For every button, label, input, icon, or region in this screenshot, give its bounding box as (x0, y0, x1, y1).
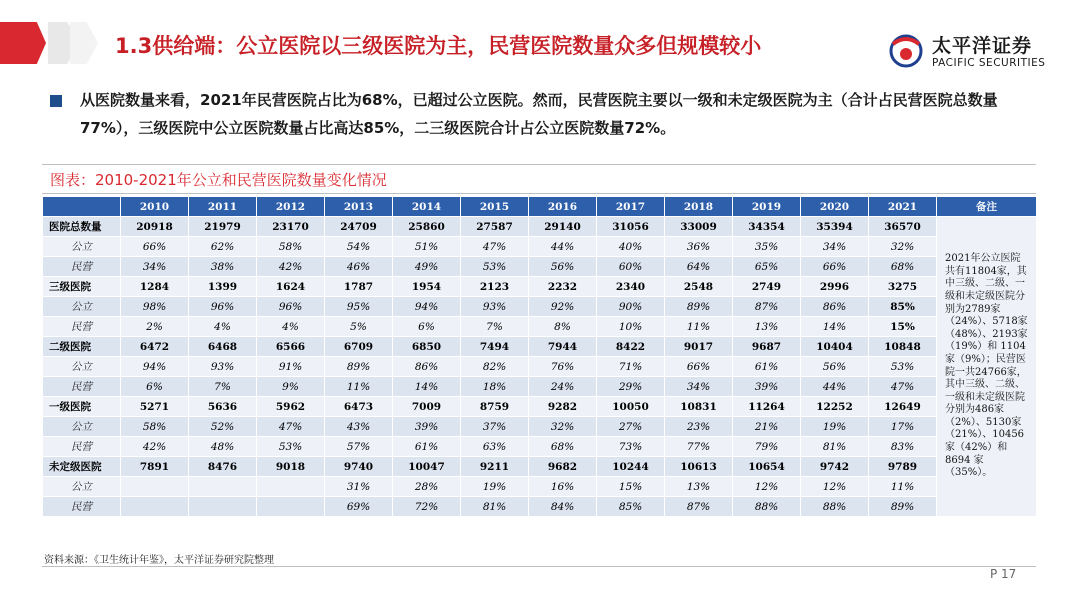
row-label-cell: 一级医院 (43, 397, 121, 417)
table-cell: 31056 (597, 217, 665, 237)
table-cell: 81% (461, 497, 529, 517)
table-cell: 34% (665, 377, 733, 397)
table-cell: 36% (665, 237, 733, 257)
table-cell: 19% (461, 477, 529, 497)
table-cell: 10050 (597, 397, 665, 417)
table-cell: 93% (461, 297, 529, 317)
source-note: 资料来源：《卫生统计年鉴》，太平洋证券研究院整理 (44, 555, 274, 566)
page-number: P 17 (990, 567, 1017, 581)
table-cell: 6473 (325, 397, 393, 417)
table-cell: 39% (733, 377, 801, 397)
table-cell: 69% (325, 497, 393, 517)
table-cell: 7% (461, 317, 529, 337)
table-cell: 66% (121, 237, 189, 257)
table-cell: 93% (189, 357, 257, 377)
table-cell: 13% (665, 477, 733, 497)
table-cell (121, 497, 189, 517)
row-label-cell: 民营 (43, 497, 121, 517)
table-cell: 86% (801, 297, 869, 317)
summary-paragraph: 从医院数量来看，2021年民营医院占比为68%，已超过公立医院。然而，民营医院主要以一级和未定级医院为主（合计占民营医院总数量77%），三级医院中公立医院数量占比高达85%，二三级医院合计占公立医院数量72%。 (80, 91, 998, 137)
table-cell: 9687 (733, 337, 801, 357)
table-cell: 5962 (257, 397, 325, 417)
table-cell: 33009 (665, 217, 733, 237)
table-cell: 58% (121, 417, 189, 437)
row-label-cell: 未定级医院 (43, 457, 121, 477)
row-label-cell: 民营 (43, 377, 121, 397)
row-label-cell: 公立 (43, 477, 121, 497)
table-cell: 25860 (393, 217, 461, 237)
table-cell: 89% (665, 297, 733, 317)
table-cell: 5636 (189, 397, 257, 417)
table-cell: 10831 (665, 397, 733, 417)
table-cell: 15% (869, 317, 937, 337)
table-cell: 31% (325, 477, 393, 497)
header-light-stripe (70, 22, 98, 64)
year-header-cell: 2016 (529, 197, 597, 217)
table-cell: 81% (801, 437, 869, 457)
table-cell: 18% (461, 377, 529, 397)
year-header-cell: 2011 (189, 197, 257, 217)
table-cell: 42% (121, 437, 189, 457)
table-cell: 6566 (257, 337, 325, 357)
table-cell: 44% (529, 237, 597, 257)
table-row (43, 437, 1037, 457)
table-cell: 16% (529, 477, 597, 497)
table-cell: 96% (257, 297, 325, 317)
table-cell: 7494 (461, 337, 529, 357)
note-cell: 2021年公立医院共有11804家，其中三级、二级、一级和未定级医院分别为2789家（24%）、5718家（48%）、2193家（19%）和 1104 家（9%）；民营医院一共24766家，其中三级、二级、一级和未定级医院分别为486家（2%）、5130家（21%）、10456家（42%）和 8694 家（35%）。 (937, 217, 1037, 517)
table-cell: 72% (393, 497, 461, 517)
table-cell: 8422 (597, 337, 665, 357)
table-cell: 12% (801, 477, 869, 497)
table-cell: 61% (393, 437, 461, 457)
table-row (43, 337, 1037, 357)
table-cell: 10613 (665, 457, 733, 477)
row-label-cell: 三级医院 (43, 277, 121, 297)
table-cell: 44% (801, 377, 869, 397)
year-header-cell: 2021 (869, 197, 937, 217)
table-cell: 68% (869, 257, 937, 277)
table-cell: 27% (597, 417, 665, 437)
table-cell: 7944 (529, 337, 597, 357)
table-cell: 3275 (869, 277, 937, 297)
table-cell: 32% (869, 237, 937, 257)
table-cell: 9682 (529, 457, 597, 477)
table-row (43, 497, 1037, 517)
table-caption-bar (42, 164, 1036, 194)
table-cell: 23% (665, 417, 733, 437)
table-cell: 2123 (461, 277, 529, 297)
table-cell: 7891 (121, 457, 189, 477)
table-cell: 21979 (189, 217, 257, 237)
table-cell: 36570 (869, 217, 937, 237)
table-cell: 1624 (257, 277, 325, 297)
table-cell: 10404 (801, 337, 869, 357)
table-cell: 4% (189, 317, 257, 337)
table-row (43, 417, 1037, 437)
table-cell: 85% (597, 497, 665, 517)
table-cell: 94% (121, 357, 189, 377)
table-cell: 79% (733, 437, 801, 457)
row-label-cell: 医院总数量 (43, 217, 121, 237)
row-label-cell: 民营 (43, 257, 121, 277)
table-cell: 9017 (665, 337, 733, 357)
table-cell: 24709 (325, 217, 393, 237)
table-cell: 73% (597, 437, 665, 457)
table-cell: 6% (393, 317, 461, 337)
pacific-securities-logo-icon (888, 32, 924, 70)
table-cell: 83% (869, 437, 937, 457)
table-cell: 2996 (801, 277, 869, 297)
table-cell: 6709 (325, 337, 393, 357)
table-cell (121, 477, 189, 497)
table-cell: 53% (257, 437, 325, 457)
table-cell: 11% (869, 477, 937, 497)
table-cell: 11264 (733, 397, 801, 417)
year-header-cell: 2013 (325, 197, 393, 217)
row-label-cell: 公立 (43, 357, 121, 377)
table-cell: 10654 (733, 457, 801, 477)
year-header-cell: 2018 (665, 197, 733, 217)
table-cell: 58% (257, 237, 325, 257)
table-cell: 7% (189, 377, 257, 397)
table-cell: 9789 (869, 457, 937, 477)
table-cell: 35394 (801, 217, 869, 237)
table-cell: 34354 (733, 217, 801, 237)
company-logo (888, 30, 1058, 74)
table-cell: 95% (325, 297, 393, 317)
table-cell: 91% (257, 357, 325, 377)
table-cell: 1787 (325, 277, 393, 297)
table-cell: 92% (529, 297, 597, 317)
table-cell: 34% (121, 257, 189, 277)
row-label-cell: 公立 (43, 417, 121, 437)
year-header-cell: 2015 (461, 197, 529, 217)
table-cell: 28% (393, 477, 461, 497)
table-cell: 57% (325, 437, 393, 457)
table-cell: 64% (665, 257, 733, 277)
table-cell: 11% (325, 377, 393, 397)
table-cell: 89% (325, 357, 393, 377)
table-cell: 9211 (461, 457, 529, 477)
table-cell: 63% (461, 437, 529, 457)
table-header-row (43, 197, 1037, 217)
table-cell: 1954 (393, 277, 461, 297)
table-cell: 54% (325, 237, 393, 257)
table-row (43, 257, 1037, 277)
table-cell: 40% (597, 237, 665, 257)
table-cell: 2232 (529, 277, 597, 297)
table-row (43, 297, 1037, 317)
table-row (43, 317, 1037, 337)
row-label-cell: 民营 (43, 437, 121, 457)
table-cell: 35% (733, 237, 801, 257)
table-cell: 96% (189, 297, 257, 317)
table-cell: 24% (529, 377, 597, 397)
bullet-square-icon (50, 95, 62, 107)
table-row (43, 357, 1037, 377)
table-cell: 6% (121, 377, 189, 397)
row-label-cell: 公立 (43, 297, 121, 317)
year-header-cell: 2019 (733, 197, 801, 217)
table-cell: 71% (597, 357, 665, 377)
table-cell: 6468 (189, 337, 257, 357)
table-cell: 52% (189, 417, 257, 437)
header-corner-cell (43, 197, 121, 217)
table-row (43, 457, 1037, 477)
table-cell: 11% (665, 317, 733, 337)
table-cell: 87% (733, 297, 801, 317)
header-red-stripe (0, 22, 46, 64)
year-header-cell: 2012 (257, 197, 325, 217)
table-cell: 2% (121, 317, 189, 337)
table-cell: 15% (597, 477, 665, 497)
table-cell: 8% (529, 317, 597, 337)
row-label-cell: 民营 (43, 317, 121, 337)
table-cell: 5% (325, 317, 393, 337)
table-cell: 1399 (189, 277, 257, 297)
table-cell: 94% (393, 297, 461, 317)
table-cell: 12% (733, 477, 801, 497)
year-header-cell: 2010 (121, 197, 189, 217)
table-cell: 43% (325, 417, 393, 437)
year-header-cell: 2017 (597, 197, 665, 217)
year-header-cell: 2020 (801, 197, 869, 217)
row-label-cell: 二级医院 (43, 337, 121, 357)
table-cell: 98% (121, 297, 189, 317)
table-row (43, 277, 1037, 297)
table-cell (257, 477, 325, 497)
table-cell: 6850 (393, 337, 461, 357)
table-cell: 13% (733, 317, 801, 337)
table-cell: 2340 (597, 277, 665, 297)
table-cell: 9% (257, 377, 325, 397)
table-cell: 4% (257, 317, 325, 337)
logo-chinese-name: 太平洋证券 (932, 35, 1033, 57)
table-cell: 38% (189, 257, 257, 277)
table-cell: 47% (869, 377, 937, 397)
page-title: 1.3供给端：公立医院以三级医院为主，民营医院数量众多但规模较小 (115, 34, 762, 58)
table-caption: 图表：2010-2021年公立和民营医院数量变化情况 (50, 171, 387, 189)
table-cell: 34% (801, 237, 869, 257)
table-cell: 10% (597, 317, 665, 337)
table-cell: 56% (801, 357, 869, 377)
table-cell: 62% (189, 237, 257, 257)
table-cell: 32% (529, 417, 597, 437)
table-cell: 9742 (801, 457, 869, 477)
table-cell: 27587 (461, 217, 529, 237)
table-cell: 20918 (121, 217, 189, 237)
table-cell: 47% (257, 417, 325, 437)
table-cell: 12252 (801, 397, 869, 417)
table-cell: 29% (597, 377, 665, 397)
table-cell: 84% (529, 497, 597, 517)
table-cell: 66% (801, 257, 869, 277)
table-cell: 17% (869, 417, 937, 437)
table-cell: 66% (665, 357, 733, 377)
table-cell: 1284 (121, 277, 189, 297)
table-row (43, 217, 1037, 237)
table-cell: 49% (393, 257, 461, 277)
table-cell: 9018 (257, 457, 325, 477)
table-row (43, 477, 1037, 497)
table-cell: 9282 (529, 397, 597, 417)
table-cell: 23170 (257, 217, 325, 237)
table-cell: 19% (801, 417, 869, 437)
hospital-count-table (42, 196, 1037, 517)
table-cell: 8759 (461, 397, 529, 417)
table-cell: 90% (597, 297, 665, 317)
row-label-cell: 公立 (43, 237, 121, 257)
table-cell: 2548 (665, 277, 733, 297)
note-header-cell: 备注 (937, 197, 1037, 217)
table-row (43, 397, 1037, 417)
table-cell: 39% (393, 417, 461, 437)
table-cell: 2749 (733, 277, 801, 297)
footer-divider (42, 566, 1036, 567)
table-cell (189, 497, 257, 517)
table-cell: 87% (665, 497, 733, 517)
table-cell: 7009 (393, 397, 461, 417)
table-cell: 29140 (529, 217, 597, 237)
table-cell: 37% (461, 417, 529, 437)
table-cell (189, 477, 257, 497)
table-cell: 48% (189, 437, 257, 457)
table-cell: 10848 (869, 337, 937, 357)
table-cell: 6472 (121, 337, 189, 357)
table-cell: 10047 (393, 457, 461, 477)
table-cell: 76% (529, 357, 597, 377)
table-cell: 89% (869, 497, 937, 517)
table-cell: 5271 (121, 397, 189, 417)
table-cell: 56% (529, 257, 597, 277)
table-cell: 53% (461, 257, 529, 277)
year-header-cell: 2014 (393, 197, 461, 217)
table-cell: 21% (733, 417, 801, 437)
table-row (43, 237, 1037, 257)
table-cell: 88% (733, 497, 801, 517)
table-cell: 51% (393, 237, 461, 257)
table-cell: 86% (393, 357, 461, 377)
table-cell: 61% (733, 357, 801, 377)
table-cell: 8476 (189, 457, 257, 477)
table-cell: 82% (461, 357, 529, 377)
table-cell: 88% (801, 497, 869, 517)
table-cell (257, 497, 325, 517)
table-cell: 10244 (597, 457, 665, 477)
table-cell: 9740 (325, 457, 393, 477)
table-cell: 47% (461, 237, 529, 257)
table-cell: 68% (529, 437, 597, 457)
table-cell: 46% (325, 257, 393, 277)
table-row (43, 377, 1037, 397)
logo-english-name: PACIFIC SECURITIES (932, 57, 1046, 69)
table-cell: 53% (869, 357, 937, 377)
table-cell: 60% (597, 257, 665, 277)
table-cell: 42% (257, 257, 325, 277)
table-cell: 14% (801, 317, 869, 337)
table-cell: 65% (733, 257, 801, 277)
table-cell: 85% (869, 297, 937, 317)
table-cell: 77% (665, 437, 733, 457)
table-cell: 14% (393, 377, 461, 397)
table-cell: 12649 (869, 397, 937, 417)
